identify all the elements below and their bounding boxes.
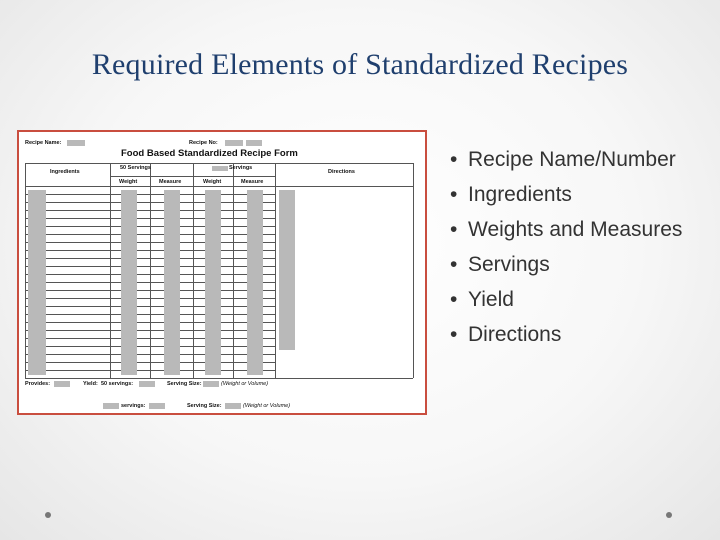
grid-row-line bbox=[25, 370, 275, 371]
grid-row-line bbox=[25, 282, 275, 283]
weight-placeholder-2 bbox=[205, 190, 221, 375]
grid-row-line bbox=[25, 330, 275, 331]
col-header-measure-1: Measure bbox=[159, 179, 182, 185]
corner-dot-left bbox=[45, 512, 51, 518]
col-header-measure-2: Measure bbox=[241, 179, 264, 185]
recipe-form-image bbox=[17, 130, 427, 415]
recipe-no-field-2 bbox=[246, 140, 262, 146]
footer-50-servings-label: 50 servings: bbox=[101, 381, 134, 387]
grid-row-line bbox=[25, 298, 275, 299]
grid-row-line bbox=[25, 306, 275, 307]
weight-placeholder-1 bbox=[121, 190, 137, 375]
grid-row-line bbox=[25, 322, 275, 323]
col-header-ingredients: Ingredients bbox=[50, 169, 80, 175]
bullet-item: • Directions bbox=[446, 321, 716, 349]
form-title: Food Based Standardized Recipe Form bbox=[121, 148, 298, 159]
corner-dot-right bbox=[666, 512, 672, 518]
footer-serving-size-label-2: Serving Size: bbox=[187, 403, 222, 409]
grid-row-line bbox=[25, 354, 275, 355]
grid-row-line bbox=[25, 234, 275, 235]
grid-border-right bbox=[413, 163, 414, 378]
footer-yield-label: Yield: bbox=[83, 381, 98, 387]
recipe-no-field-1 bbox=[225, 140, 243, 146]
grid-row-line bbox=[25, 362, 275, 363]
grid-column-line bbox=[275, 163, 276, 378]
bullet-list bbox=[446, 146, 716, 356]
grid-row-line bbox=[25, 346, 275, 347]
bullet-item: • Servings bbox=[446, 251, 716, 279]
grid-row-line bbox=[25, 314, 275, 315]
grid-row-line bbox=[25, 242, 275, 243]
grid-row-line bbox=[25, 202, 275, 203]
col-header-weight-1: Weight bbox=[119, 179, 138, 185]
recipe-name-label: Recipe Name: bbox=[25, 140, 62, 146]
grid-header-line bbox=[25, 186, 413, 187]
footer-weight-or-volume: (Weight or Volume) bbox=[221, 381, 269, 387]
grid-subheader-line bbox=[110, 176, 275, 177]
slide-title: Required Elements of Standardized Recipes bbox=[91, 48, 629, 81]
grid-row-line bbox=[25, 266, 275, 267]
footer-50-servings-field bbox=[139, 381, 155, 387]
col-header-50-servings: 50 Servings bbox=[120, 165, 151, 171]
grid-row-line bbox=[25, 258, 275, 259]
bullet-item: • Weights and Measures bbox=[446, 216, 716, 244]
grid-row-line bbox=[25, 290, 275, 291]
footer-serving-size-field bbox=[203, 381, 219, 387]
measure-placeholder-2 bbox=[247, 190, 263, 375]
footer-provides-field bbox=[54, 381, 70, 387]
recipe-name-field bbox=[67, 140, 85, 146]
grid-row-line bbox=[25, 274, 275, 275]
col-header-servings: Servings bbox=[229, 165, 253, 171]
grid-row-line bbox=[25, 218, 275, 219]
footer-servings-count-field bbox=[103, 403, 119, 409]
grid-row-line bbox=[25, 250, 275, 251]
measure-placeholder-1 bbox=[164, 190, 180, 375]
grid-row-line bbox=[25, 226, 275, 227]
servings-count-field bbox=[212, 166, 228, 171]
bullet-item: • Recipe Name/Number bbox=[446, 146, 716, 174]
bullet-item: • Ingredients bbox=[446, 181, 716, 209]
ingredients-placeholder bbox=[28, 190, 46, 375]
col-header-directions: Directions bbox=[328, 169, 355, 175]
footer-serving-size-field-2 bbox=[225, 403, 241, 409]
footer-servings-field bbox=[149, 403, 165, 409]
recipe-no-label: Recipe No: bbox=[189, 140, 218, 146]
bullet-item: • Yield bbox=[446, 286, 716, 314]
directions-placeholder bbox=[279, 190, 295, 350]
footer-servings-label: servings: bbox=[121, 403, 146, 409]
grid-border-top bbox=[25, 163, 413, 164]
grid-row-line bbox=[25, 338, 275, 339]
grid-row-line bbox=[25, 210, 275, 211]
footer-provides-label: Provides: bbox=[25, 381, 51, 387]
grid-row-line bbox=[25, 194, 275, 195]
col-header-weight-2: Weight bbox=[203, 179, 222, 185]
footer-weight-or-volume-2: (Weight or Volume) bbox=[243, 403, 291, 409]
grid-border-bottom bbox=[25, 378, 413, 379]
footer-serving-size-label: Serving Size: bbox=[167, 381, 202, 387]
